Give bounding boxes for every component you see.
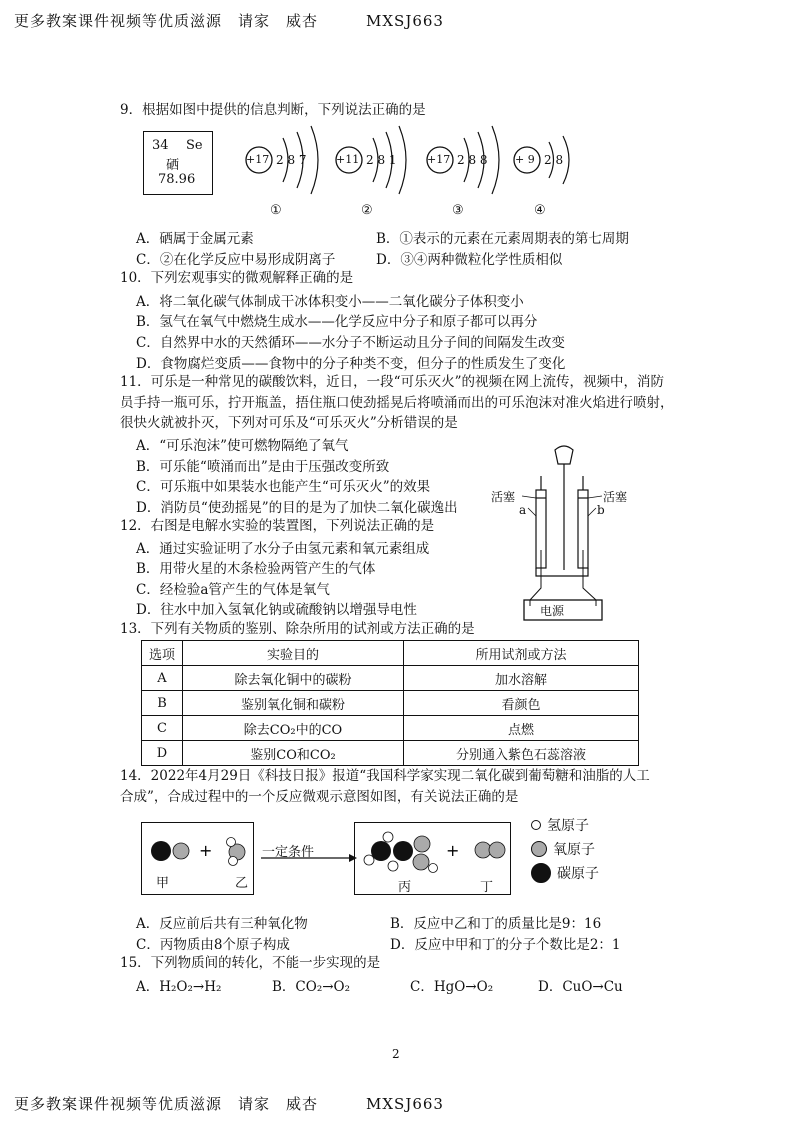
- q12-option-d: D．往水中加入氢氧化钠或硫酸钠以增强导电性: [136, 602, 417, 618]
- q10-option-b: B．氢气在氧气中燃烧生成水——化学反应中分子和原子都可以再分: [136, 314, 538, 330]
- element-symbol: Se: [186, 138, 203, 153]
- q15-option-d: D．CuO→Cu: [538, 979, 623, 995]
- hydrogen-atom-icon: [531, 820, 541, 830]
- q14-option-c: C．丙物质由8个原子构成: [136, 937, 290, 953]
- q9-option-a: A．硒属于金属元素: [136, 231, 254, 247]
- label-bing: 丙: [398, 880, 412, 895]
- atomic-mass: 78.96: [158, 172, 196, 187]
- legend-oxygen-label: 氧原子: [553, 842, 595, 858]
- element-name: 硒: [166, 158, 180, 173]
- atom-1-nucleus: +17: [246, 153, 270, 166]
- q15-option-c: C．HgO→O₂: [410, 979, 494, 995]
- q11-option-d: D．消防员“使劲摇晃”的目的是为了加快二氧化碳逸出: [136, 500, 458, 516]
- legend-carbon: [531, 861, 599, 885]
- svg-text:+: +: [199, 841, 213, 860]
- q10-option-c: C．自然界中水的天然循环——水分子不断运动且分子间的间隔发生改变: [136, 335, 565, 351]
- row-a-purpose: 除去氧化铜中的碳粉: [183, 666, 404, 691]
- atom-1-shells: 2 8 7: [276, 153, 307, 167]
- atom-2-shells: 2 8 1: [366, 153, 397, 167]
- q11-option-c: C．可乐瓶中如果装水也能产生“可乐灭火”的效果: [136, 479, 431, 495]
- row-a-method: 加水溶解: [404, 666, 639, 691]
- q11-option-a: A．“可乐泡沫”使可燃物隔绝了氧气: [136, 438, 349, 454]
- table-row: [142, 691, 639, 716]
- row-d-purpose: 鉴别CO和CO₂: [183, 741, 404, 766]
- electrolysis-apparatus: [500, 440, 640, 622]
- q11-stem-line1: 11．可乐是一种常见的碳酸饮料，近日，一段“可乐灭火”的视频在网上流传，视频中，消防: [120, 374, 664, 390]
- table-row: [142, 666, 639, 691]
- reaction-molecules: [141, 822, 511, 894]
- atom-4-label: ④: [534, 203, 546, 218]
- legend-hydrogen-label: 氢原子: [547, 818, 589, 834]
- q12-option-b: B．用带火星的木条检验两管产生的气体: [136, 561, 376, 577]
- atom-2-nucleus: +11: [336, 153, 360, 166]
- q9-option-d: D．③④两种微粒化学性质相似: [376, 252, 563, 268]
- element-card-se: [143, 131, 213, 195]
- page-number: 2: [392, 1047, 400, 1061]
- atom-3-shells: 2 8 8: [457, 153, 488, 167]
- row-d-option: D: [142, 741, 183, 766]
- atom-3-nucleus: +17: [427, 153, 451, 166]
- power-label: 电源: [540, 604, 565, 618]
- q11-stem-line3: 很快火就被扑灭，下列对可乐及“可乐灭火”分析错误的是: [120, 415, 458, 431]
- q10-option-d: D．食物腐烂变质——食物中的分子种类不变，但分子的性质发生了变化: [136, 356, 566, 372]
- atom-legend: [531, 813, 599, 885]
- legend-hydrogen: [531, 813, 599, 837]
- q14-stem-line1: 14．2022年4月29日《科技日报》报道“我国科学家实现二氧化碳到葡萄糖和油脂的人工: [120, 768, 650, 784]
- q14-option-b: B．反应中乙和丁的质量比是9：16: [390, 916, 602, 932]
- table-row: [142, 741, 639, 766]
- q15-option-b: B．CO₂→O₂: [272, 979, 351, 995]
- atom-2-label: ②: [361, 203, 373, 218]
- q13-table: [141, 640, 639, 766]
- oxygen-atom-icon: [531, 841, 547, 857]
- label-yi: 乙: [235, 876, 249, 891]
- q12-option-a: A．通过实验证明了水分子由氢元素和氧元素组成: [136, 541, 430, 557]
- q9-stem: 9．根据如图中提供的信息判断，下列说法正确的是: [120, 102, 426, 118]
- svg-text:+: +: [446, 841, 460, 860]
- q14-stem-line2: 合成”，合成过程中的一个反应微观示意图如图，有关说法正确的是: [120, 789, 519, 805]
- atom-1-label: ①: [270, 203, 282, 218]
- q14-option-a: A．反应前后共有三种氧化物: [136, 916, 308, 932]
- label-jia: 甲: [156, 876, 170, 891]
- row-c-purpose: 除去CO₂中的CO: [183, 716, 404, 741]
- header-banner: 更多教案课件视频等优质滋源 请家 威杏 MXSJ663: [14, 12, 444, 30]
- row-c-option: C: [142, 716, 183, 741]
- q10-stem: 10．下列宏观事实的微观解释正确的是: [120, 270, 354, 286]
- atom-structure-diagrams: [235, 120, 595, 215]
- header-method: 所用试剂或方法: [404, 641, 639, 666]
- header-option: 选项: [142, 641, 183, 666]
- row-a-option: A: [142, 666, 183, 691]
- legend-oxygen: [531, 837, 599, 861]
- atom-4-nucleus: + 9: [515, 153, 535, 166]
- header-purpose: 实验目的: [183, 641, 404, 666]
- q10-option-a: A．将二氧化碳气体制成干冰体积变小——二氧化碳分子体积变小: [136, 294, 524, 310]
- label-ding: 丁: [480, 880, 494, 895]
- atom-3-label: ③: [452, 203, 464, 218]
- row-b-option: B: [142, 691, 183, 716]
- tube-b-label: b: [597, 503, 605, 517]
- tube-a-label: a: [519, 503, 527, 517]
- q15-option-a: A．H₂O₂→H₂: [136, 979, 222, 995]
- table-header-row: [142, 641, 639, 666]
- q12-option-c: C．经检验a管产生的气体是氧气: [136, 582, 330, 598]
- q11-stem-line2: 员手持一瓶可乐，拧开瓶盖，捂住瓶口使劲摇晃后将喷涌而出的可乐泡沫对准火焰进行喷射，: [120, 395, 674, 411]
- carbon-atom-icon: [531, 863, 551, 883]
- row-b-purpose: 鉴别氧化铜和碳粉: [183, 691, 404, 716]
- footer-banner: 更多教案课件视频等优质滋源 请家 威杏 MXSJ663: [14, 1095, 444, 1113]
- q11-option-b: B．可乐能“喷涌而出”是由于压强改变所致: [136, 459, 390, 475]
- q14-option-d: D．反应中甲和丁的分子个数比是2：1: [390, 937, 621, 953]
- atomic-number: 34: [152, 138, 169, 153]
- q9-option-b: B．①表示的元素在元素周期表的第七周期: [376, 231, 629, 247]
- legend-carbon-label: 碳原子: [557, 866, 599, 882]
- row-d-method: 分别通入紫色石蕊溶液: [404, 741, 639, 766]
- q13-stem: 13．下列有关物质的鉴别、除杂所用的试剂或方法正确的是: [120, 621, 475, 637]
- q9-option-c: C．②在化学反应中易形成阴离子: [136, 252, 336, 268]
- reaction-condition: 一定条件: [262, 845, 315, 860]
- q15-stem: 15．下列物质间的转化，不能一步实现的是: [120, 955, 381, 971]
- atom-4-shells: 2 8: [544, 153, 564, 167]
- stopcock-right-label: 活塞: [603, 490, 628, 504]
- stopcock-left-label: 活塞: [491, 490, 516, 504]
- row-c-method: 点燃: [404, 716, 639, 741]
- row-b-method: 看颜色: [404, 691, 639, 716]
- table-row: [142, 716, 639, 741]
- q12-stem: 12．右图是电解水实验的装置图，下列说法正确的是: [120, 518, 435, 534]
